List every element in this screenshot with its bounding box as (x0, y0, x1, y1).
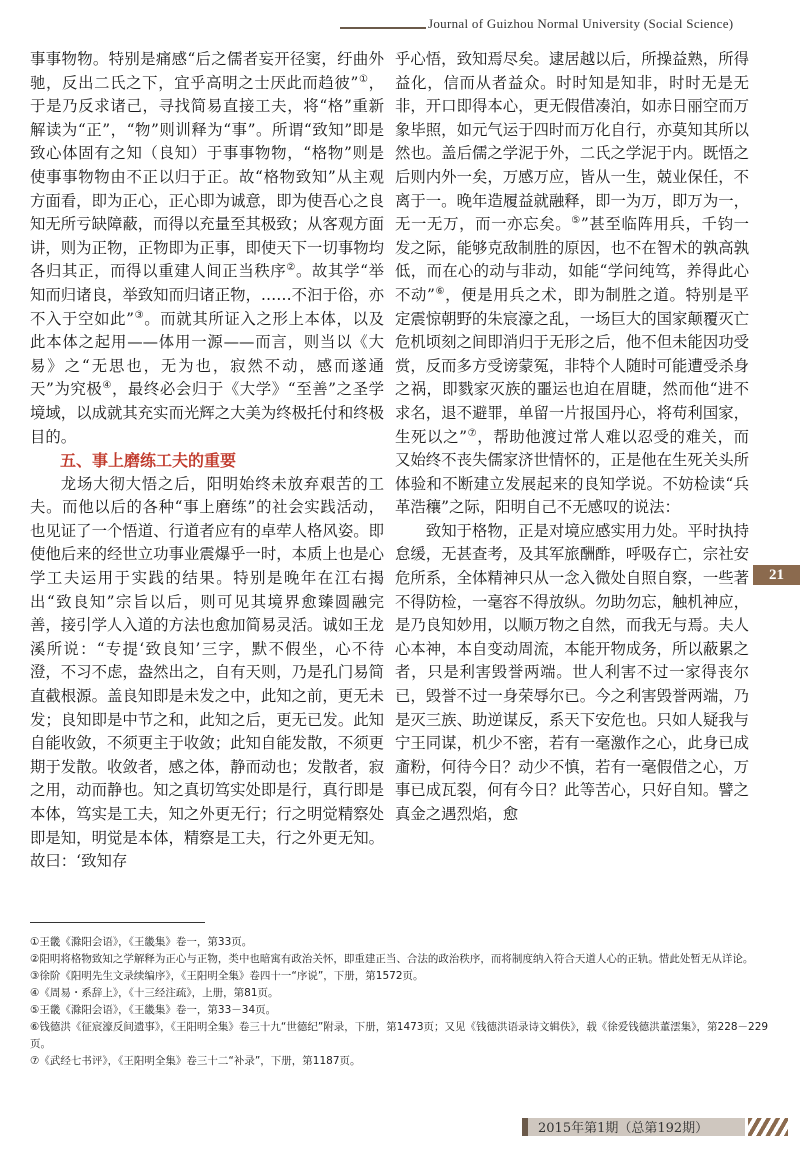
footnote-divider (30, 922, 205, 923)
journal-title: Journal of Guizhou Normal University (Social Science) (428, 16, 734, 31)
footnote-ref[interactable]: ⑤ (571, 215, 581, 227)
footnote-1: ①王畿《滁阳会语》，《王畿集》卷一，第33页。 (30, 936, 253, 948)
left-paragraph-2: 龙场大彻大悟之后，阳明始终未放弃艰苦的工夫。而他以后的各种“事上磨练”的社会实践活动，也见证了一个悟道、行道者应有的卓荦人格风姿。即使他后来的经世立功事业震爆乎一时，本质上也是心学工夫运用于实践的结果。特别是晚年在江右揭出“致良知”宗旨以后，则可见其境界愈臻圆融完善，接引学人入道的方法也愈加简易灵活。诚如王龙溪所说：“专提‘致良知’三字，默不假坐，心不待澄，不习不虑，盎然出之，自有天则，乃是孔门易简直截根源。盖良知即是未发之中，此知之前，更无未发；良知即是中节之和，此知之后，更无已发。此知自能收敛，不须更主于收敛；此知自能发散，不须更期于发散。收敛者，感之体，静而动也；发散者，寂之用，动而静也。知之真切笃实处即是行，真行即是本体，笃实是工夫，知之外更无行；行之明觉精察处即是知，明觉是本体，精察是工夫，行之外更无知。故曰：‘致知存 (30, 474, 384, 871)
footnote-ref[interactable]: ⑥ (434, 285, 446, 297)
block-quote: 致知于格物，正是对境应感实用力处。平时执持怠缓，无甚查考，及其军旅酬酢，呼吸存亡，宗社安危所系，全体精神只从一念入微处自照自察，一些著不得防检，一毫容不得放纵。勿助勿忘，触机神应，是乃良知妙用，以顺万物之自然，而我无与焉。夫人心本神，本自变动周流，本能开物成务，所以蔽累之者，只是利害毁誉两端。世人利害不过一家得丧尔已，毁誉不过一身荣辱尔已。今之利害毁誉两端，乃是灭三族、助逆谋反，系天下安危也。只如人疑我与宁王同谋，机少不密，若有一毫激作之心，此身已成齑粉，何待今日？动少不慎，若有一毫假借之心，万事已成瓦裂，何有今日？此等苦心，只好自知。譬之真金之遇烈焰，愈 (395, 521, 750, 823)
footnote-ref[interactable]: ④ (102, 380, 112, 392)
footnote-7: ⑦《武经七书评》，《王阳明全集》卷三十二“补录”，下册，第1187页。 (30, 1055, 361, 1067)
left-column (30, 48, 384, 874)
footnote-5: ⑤王畿《滁阳会语》，《王畿集》卷一，第33－34页。 (30, 1004, 277, 1016)
footnotes (30, 934, 770, 1070)
footnote-4: ④《周易・系辞上》，《十三经注疏》，上册，第81页。 (30, 987, 279, 999)
footnote-ref[interactable]: ⑦ (466, 427, 478, 439)
footnote-ref[interactable]: ① (358, 73, 369, 85)
page-number-tab: 21 (753, 565, 800, 585)
footnote-2: ②阳明将格物致知之学解释为正心与正物，类中也暗寓有政治关怀，即重建正当、合法的政治秩序，而将制度纳入符合天道人心的正轨。惜此处暂无从详论。 (30, 953, 754, 965)
footer-stripes (748, 1118, 788, 1136)
right-column (395, 48, 749, 827)
footnote-3: ③徐阶《阳明先生文录续编序》，《王阳明全集》卷四十一“序说”，下册，第1572页。 (30, 970, 424, 982)
footnote-ref[interactable]: ③ (134, 309, 145, 321)
section-heading: 五、事上磨练工夫的重要 (60, 451, 237, 471)
footnote-6: ⑥钱德洪《征宸濠反间遗事》，《王阳明全集》卷三十九“世德纪”附录，下册，第1473页；又见《钱德洪语录诗文辑佚》，载《徐爱钱德洪董澐集》，第228－229页。 (30, 1021, 769, 1050)
header-rule (340, 27, 426, 29)
issue-info: 2015年第1期（总第192期） (538, 1121, 709, 1136)
footnote-ref[interactable]: ② (286, 262, 296, 274)
right-paragraph-1: 乎心悟，致知焉尽矣。逮居越以后，所操益熟，所得益化，信而从者益众。时时知是知非，时时无是无非，开口即得本心，更无假借凑泊，如赤日丽空而万象毕照，如元气运于四时而万化自行，亦莫知其所以然也。盖后儒之学泥于外，二氏之学泥于内。既悟之后则内外一矣，万感万应，皆从一生，兢业保任，不离于一。晚年造履益就融释，即一为万，即万为一，无一无万，而一亦忘矣。⑤”甚至临阵用兵，千钧一发之际，能够克敌制胜的原因，也不在智术的孰高孰低，而在心的动与非动，如能“学问纯笃，养得此心不动”⑥，便是用兵之术，即为制胜之道。特别是平定震惊朝野的朱宸濠之乱，一场巨大的国家颠覆灭亡危机顷刻之间即消归于无形之后，他不但未能因功受赏，反而多方受谤蒙冤，非特个人随时可能遭受杀身之祸，即戮家灭族的噩运也迫在眉睫，然而他“进不求名，退不避罪，单留一片报国丹心，将苟利国家，生死以之”⑦，帮助他渡过常人难以忍受的难关，而又始终不丧失儒家济世情怀的，正是他在生死关头所体验和不断建立发展起来的良知学说。不妨检读“兵革浩穰”之际，阳明自己不无感叹的说法： (395, 50, 750, 517)
left-paragraph-1: 事事物物。特别是痛感“后之儒者妄开径窦，纡曲外驰，反出二氏之下，宜乎高明之士厌此而趋彼”①，于是乃反求诸己，寻找简易直接工夫，将“格”重新解读为“正”，“物”则训释为“事”。所谓“致知”即是致心体固有之知（良知）于事事物物，“格物”则是使事事物物由不正以归于正。故“格物致知”从主观方面看，即为正心，正心即为诚意，即为使吾心之良知无所亏缺障蔽，而得以充量至其极致；从客观方面讲，则为正物，正物即为正事，即使天下一切事物均各归其正，而得以重建人间正当秩序②。故其学“举知而归诸良，举致知而归诸正物，……不汩于俗，亦不入于空如此”③。而就其所证入之形上本体，以及此本体之起用——体用一源——而言，则当以《大易》之“无思也，无为也，寂然不动，感而遂通天”为究极④，最终必会归于《大学》“至善”之圣学境域，以成就其充实而光辉之大美为终极托付和终极目的。 (30, 50, 384, 446)
footer-mark (522, 1118, 528, 1136)
